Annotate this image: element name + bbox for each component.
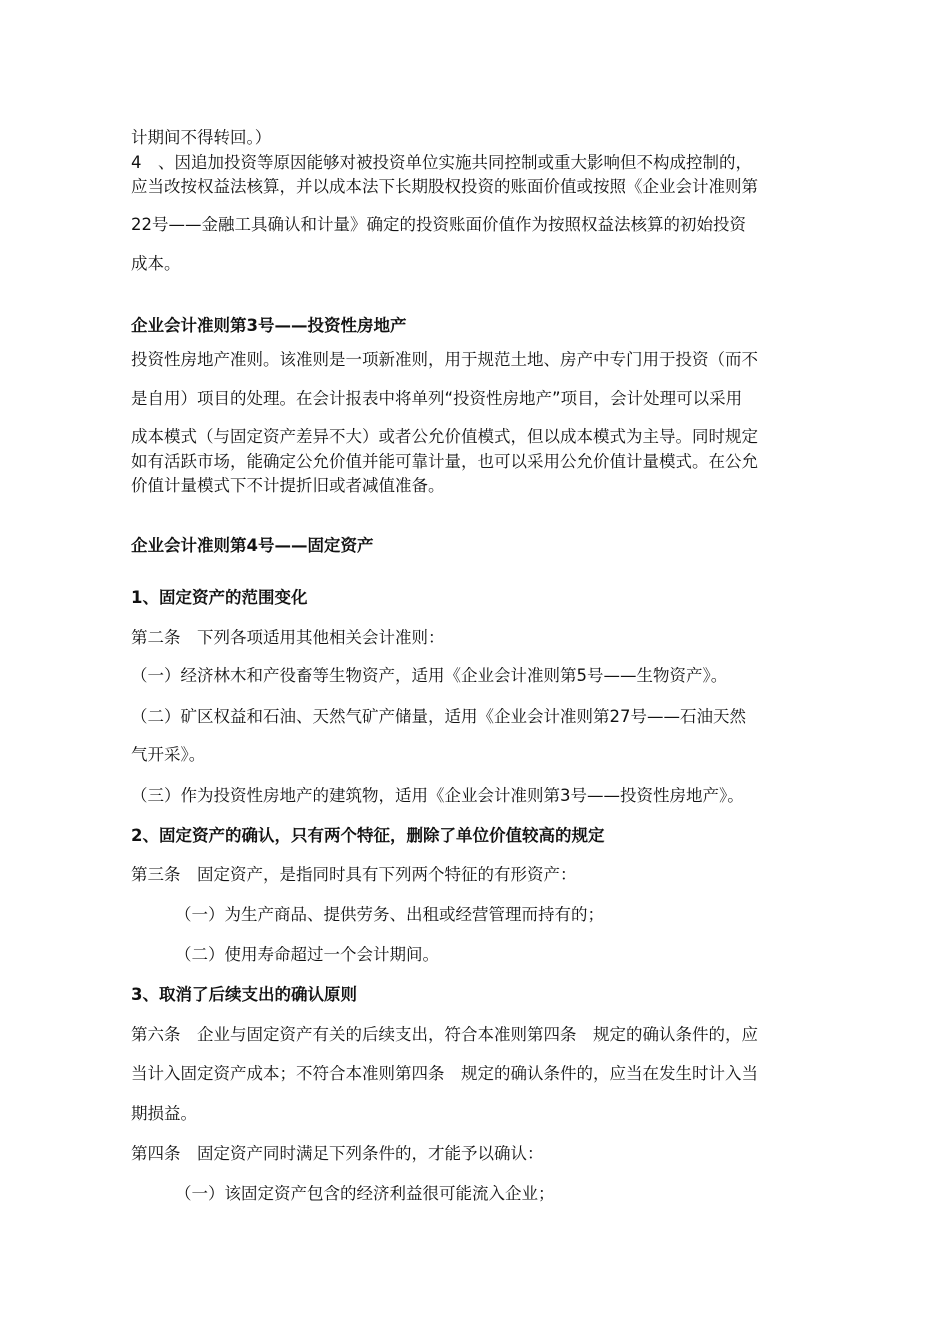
list-item: （二）矿区权益和石油、天然气矿产储量，适用《企业会计准则第27号——石油天然 (131, 707, 746, 726)
subsection-heading: 2、固定资产的确认，只有两个特征，删除了单位价值较高的规定 (131, 826, 605, 845)
paragraph-line: 4 、因追加投资等原因能够对被投资单位实施共同控制或重大影响但不构成控制的， (131, 153, 752, 172)
paragraph-line: 第三条 固定资产，是指同时具有下列两个特征的有形资产： (131, 865, 577, 884)
paragraph-line: 价值计量模式下不计提折旧或者减值准备。 (131, 476, 445, 495)
section-heading: 企业会计准则第3号——投资性房地产 (131, 316, 407, 335)
paragraph-line: 期损益。 (131, 1104, 197, 1123)
list-item: （一）为生产商品、提供劳务、出租或经营管理而持有的； (175, 905, 604, 924)
paragraph-line: 第四条 固定资产同时满足下列条件的，才能予以确认： (131, 1144, 544, 1163)
list-item: （一）该固定资产包含的经济利益很可能流入企业； (175, 1184, 555, 1203)
paragraph-line: 应当改按权益法核算，并以成本法下长期股权投资的账面价值或按照《企业会计准则第 (131, 177, 758, 196)
list-item: （一）经济林木和产役畜等生物资产，适用《企业会计准则第5号——生物资产》。 (131, 666, 728, 685)
subsection-heading: 3、取消了后续支出的确认原则 (131, 985, 357, 1004)
subsection-heading: 1、固定资产的范围变化 (131, 588, 308, 607)
paragraph-line: 成本。 (131, 254, 181, 273)
paragraph-line: 是自用）项目的处理。在会计报表中将单列“投资性房地产”项目，会计处理可以采用 (131, 389, 743, 408)
list-item: （三）作为投资性房地产的建筑物，适用《企业会计准则第3号——投资性房地产》。 (131, 786, 744, 805)
paragraph-line: 当计入固定资产成本；不符合本准则第四条 规定的确认条件的，应当在发生时计入当 (131, 1064, 758, 1083)
paragraph-line: 计期间不得转回。） (131, 128, 272, 147)
list-item: （二）使用寿命超过一个会计期间。 (175, 945, 439, 964)
paragraph-line: 如有活跃市场，能确定公允价值并能可靠计量，也可以采用公允价值计量模式。在公允 (131, 452, 758, 471)
paragraph-line: 22号——金融工具确认和计量》确定的投资账面价值作为按照权益法核算的初始投资 (131, 215, 746, 234)
paragraph-line: 第二条 下列各项适用其他相关会计准则： (131, 628, 445, 647)
paragraph-line: 成本模式（与固定资产差异不大）或者公允价值模式，但以成本模式为主导。同时规定 (131, 427, 758, 446)
paragraph-line: 投资性房地产准则。该准则是一项新准则，用于规范土地、房产中专门用于投资（而不 (131, 350, 758, 369)
list-item: 气开采》。 (131, 745, 206, 764)
paragraph-line: 第六条 企业与固定资产有关的后续支出，符合本准则第四条 规定的确认条件的，应 (131, 1025, 758, 1044)
section-heading: 企业会计准则第4号——固定资产 (131, 536, 374, 555)
